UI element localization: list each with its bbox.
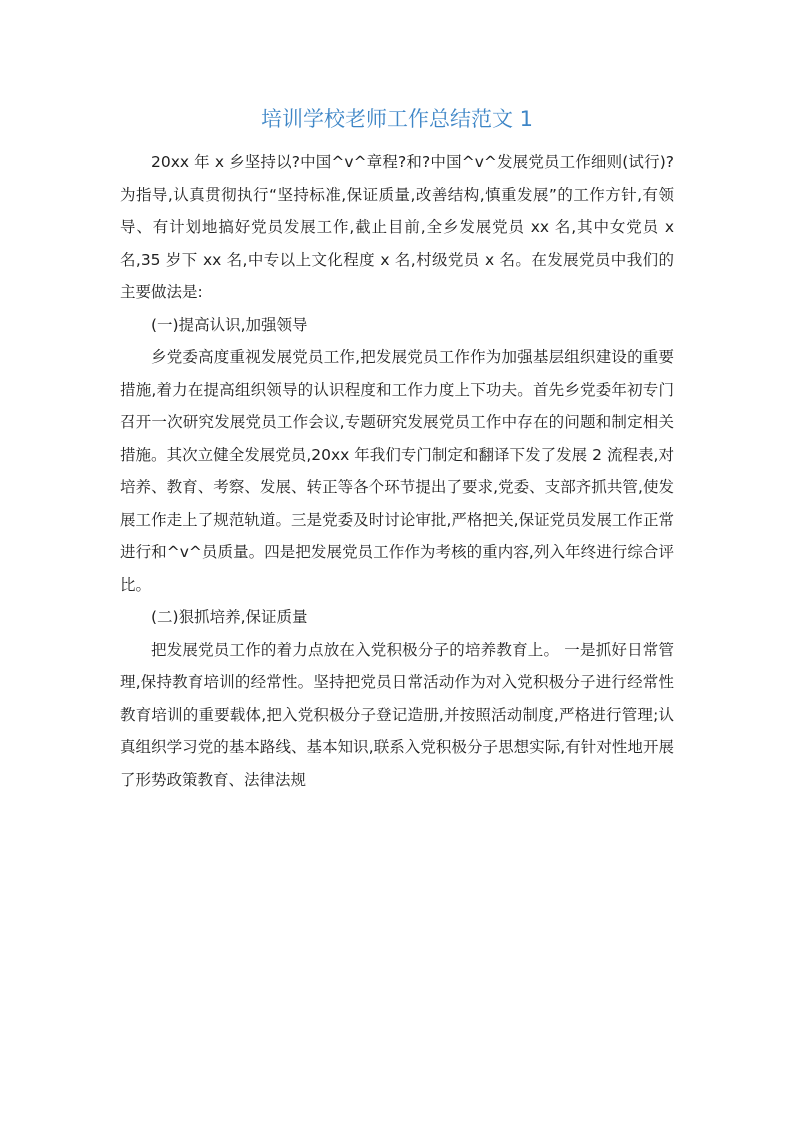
paragraph-section-1: 乡党委高度重视发展党员工作,把发展党员工作作为加强基层组织建设的重要措施,着力在提高组织领导的认识程度和工作力度上下功夫。首先乡党委年初专门召开一次研究发展党员工作会议,专题研究发展党员工作中存在的问题和制定相关措施。其次立健全发展党员,20xx 年我们专门制定和翻译下发了发展 2 流程表,对培养、教育、考察、发展、转正等各个环节提出了要求,党委、支部齐抓共管,使发展工作走上了规范轨道。三是党委及时讨论审批,严格把关,保证党员发展工作正常进行和^v^员质量。四是把发展党员工作作为考核的重内容,列入年终进行综合评比。 <box>120 348 674 594</box>
document-body <box>120 146 674 796</box>
section-heading-2: (二)狠抓培养,保证质量 <box>151 608 308 626</box>
paragraph-section-2: 把发展党员工作的着力点放在入党积极分子的培养教育上。 一是抓好日常管理,保持教育培训的经常性。坚持把党员日常活动作为对入党积极分子进行经常性教育培训的重要载体,把入党积极分子登记造册,并按照活动制度,严格进行管理;认真组织学习党的基本路线、基本知识,联系入党积极分子思想实际,有针对性地开展了形势政策教育、法律法规 <box>120 640 674 789</box>
paragraph-intro: 20xx 年 x 乡坚持以?中国^v^章程?和?中国^v^发展党员工作细则(试行)?为指导,认真贯彻执行“坚持标准,保证质量,改善结构,慎重发展”的工作方针,有领导、有计划地搞好党员发展工作,截止目前,全乡发展党员 xx 名,其中女党员 x 名,35 岁下 xx 名,中专以上文化程度 x 名,村级党员 x 名。在发展党员中我们的主要做法是: <box>120 153 674 301</box>
section-heading-1: (一)提高认识,加强领导 <box>151 315 308 334</box>
document-title: 培训学校老师工作总结范文 1 <box>260 107 534 131</box>
